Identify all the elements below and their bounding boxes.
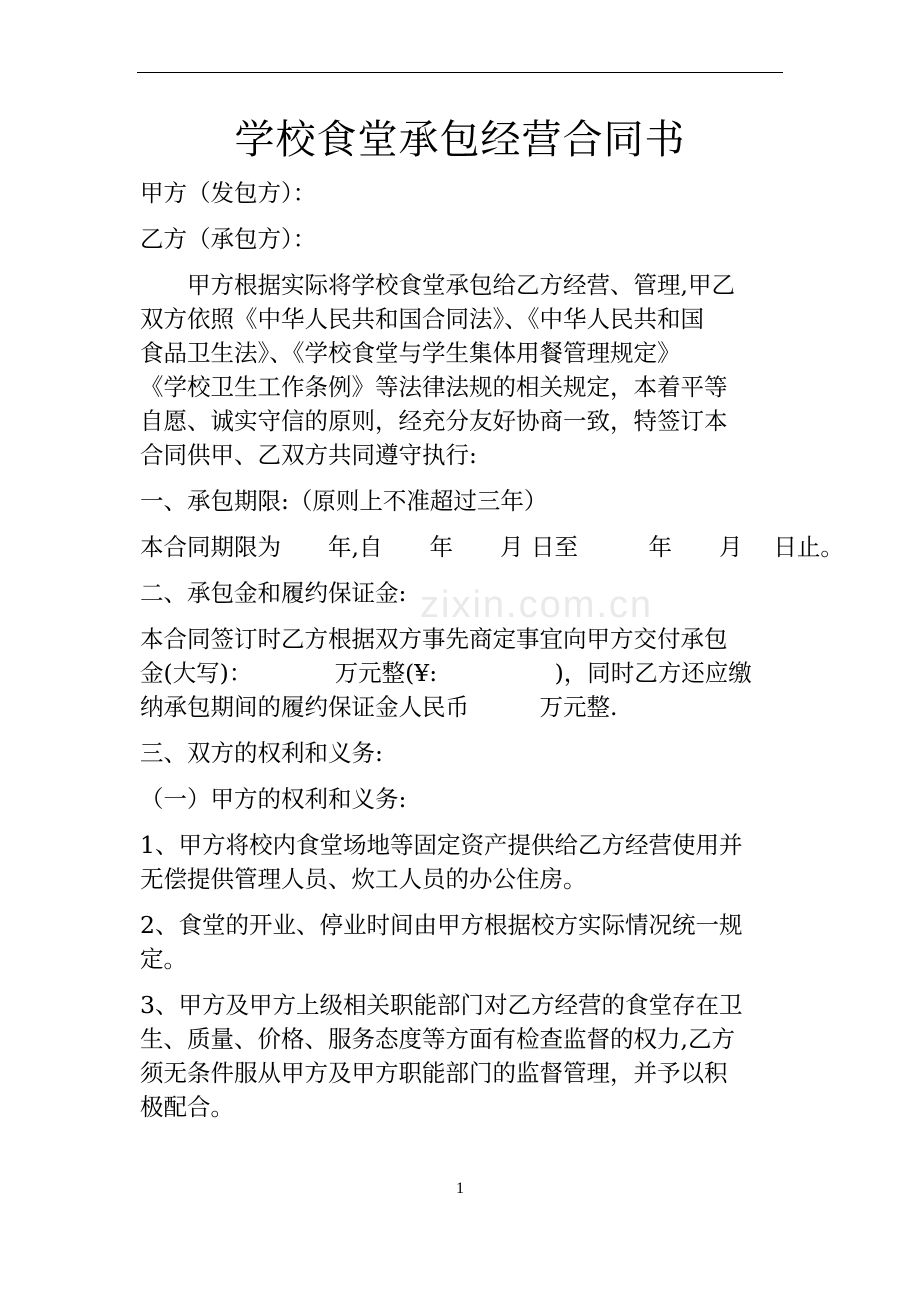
document-body	[140, 176, 844, 1124]
header-rule	[137, 72, 783, 73]
text-line: 1、甲方将校内食堂场地等固定资产提供给乙方经营使用并	[140, 831, 743, 859]
paragraph	[140, 622, 780, 724]
paragraph	[140, 576, 780, 610]
paragraph	[140, 782, 780, 816]
paragraph	[140, 484, 780, 518]
text-line: （一）甲方的权利和义务:	[140, 785, 407, 813]
text-line: 纳承包期间的履约保证金人民币 万元整.	[140, 693, 618, 721]
text-line: 极配合。	[140, 1093, 234, 1121]
text-line: 乙方（承包方）：	[140, 225, 317, 253]
text-line: 2、食堂的开业、停业时间由甲方根据校方实际情况统一规	[140, 911, 743, 939]
text-line: 定。	[140, 945, 187, 973]
text-line: 自愿、诚实守信的原则，经充分友好协商一致，特签订本	[140, 407, 728, 435]
paragraph	[140, 736, 780, 770]
text-line: 本合同期限为 年,自 年 月 日至 年 月 日止。	[140, 533, 844, 561]
text-line: 无偿提供管理人员、炊工人员的办公住房。	[140, 865, 587, 893]
watermark: zixin.com.cn	[420, 584, 654, 626]
paragraph	[140, 828, 780, 896]
paragraph	[140, 268, 780, 472]
paragraph	[140, 988, 780, 1124]
paragraph	[140, 222, 780, 256]
text-line: 甲方（发包方）：	[140, 179, 317, 207]
text-line: 《学校卫生工作条例》等法律法规的相关规定，本着平等	[140, 373, 728, 401]
text-line: 须无条件服从甲方及甲方职能部门的监督管理，并予以积	[140, 1059, 728, 1087]
paragraph	[140, 530, 844, 564]
text-line: 生、质量、价格、服务态度等方面有检查监督的权力,乙方	[140, 1025, 735, 1053]
text-line: 甲方根据实际将学校食堂承包给乙方经营、管理,甲乙	[140, 271, 735, 299]
paragraph	[140, 908, 780, 976]
paragraph	[140, 176, 780, 210]
text-line: 金(大写)： 万元整(¥: )，同时乙方还应缴	[140, 659, 752, 687]
text-line: 食品卫生法》、《学校食堂与学生集体用餐管理规定》	[140, 339, 681, 367]
text-line: 3、甲方及甲方上级相关职能部门对乙方经营的食堂存在卫	[140, 991, 743, 1019]
text-line: 双方依照《中华人民共和国合同法》、《中华人民共和国	[140, 305, 704, 333]
text-line: 本合同签订时乙方根据双方事先商定事宜向甲方交付承包	[140, 625, 728, 653]
page-title: 学校食堂承包经营合同书	[234, 117, 686, 163]
text-line: 二、承包金和履约保证金:	[140, 579, 407, 607]
page-number: 1	[456, 1180, 464, 1197]
text-line: 三、双方的权利和义务:	[140, 739, 383, 767]
text-line: 一、承包期限:（原则上不准超过三年）	[140, 487, 548, 515]
text-line: 合同供甲、乙双方共同遵守执行:	[140, 441, 477, 469]
